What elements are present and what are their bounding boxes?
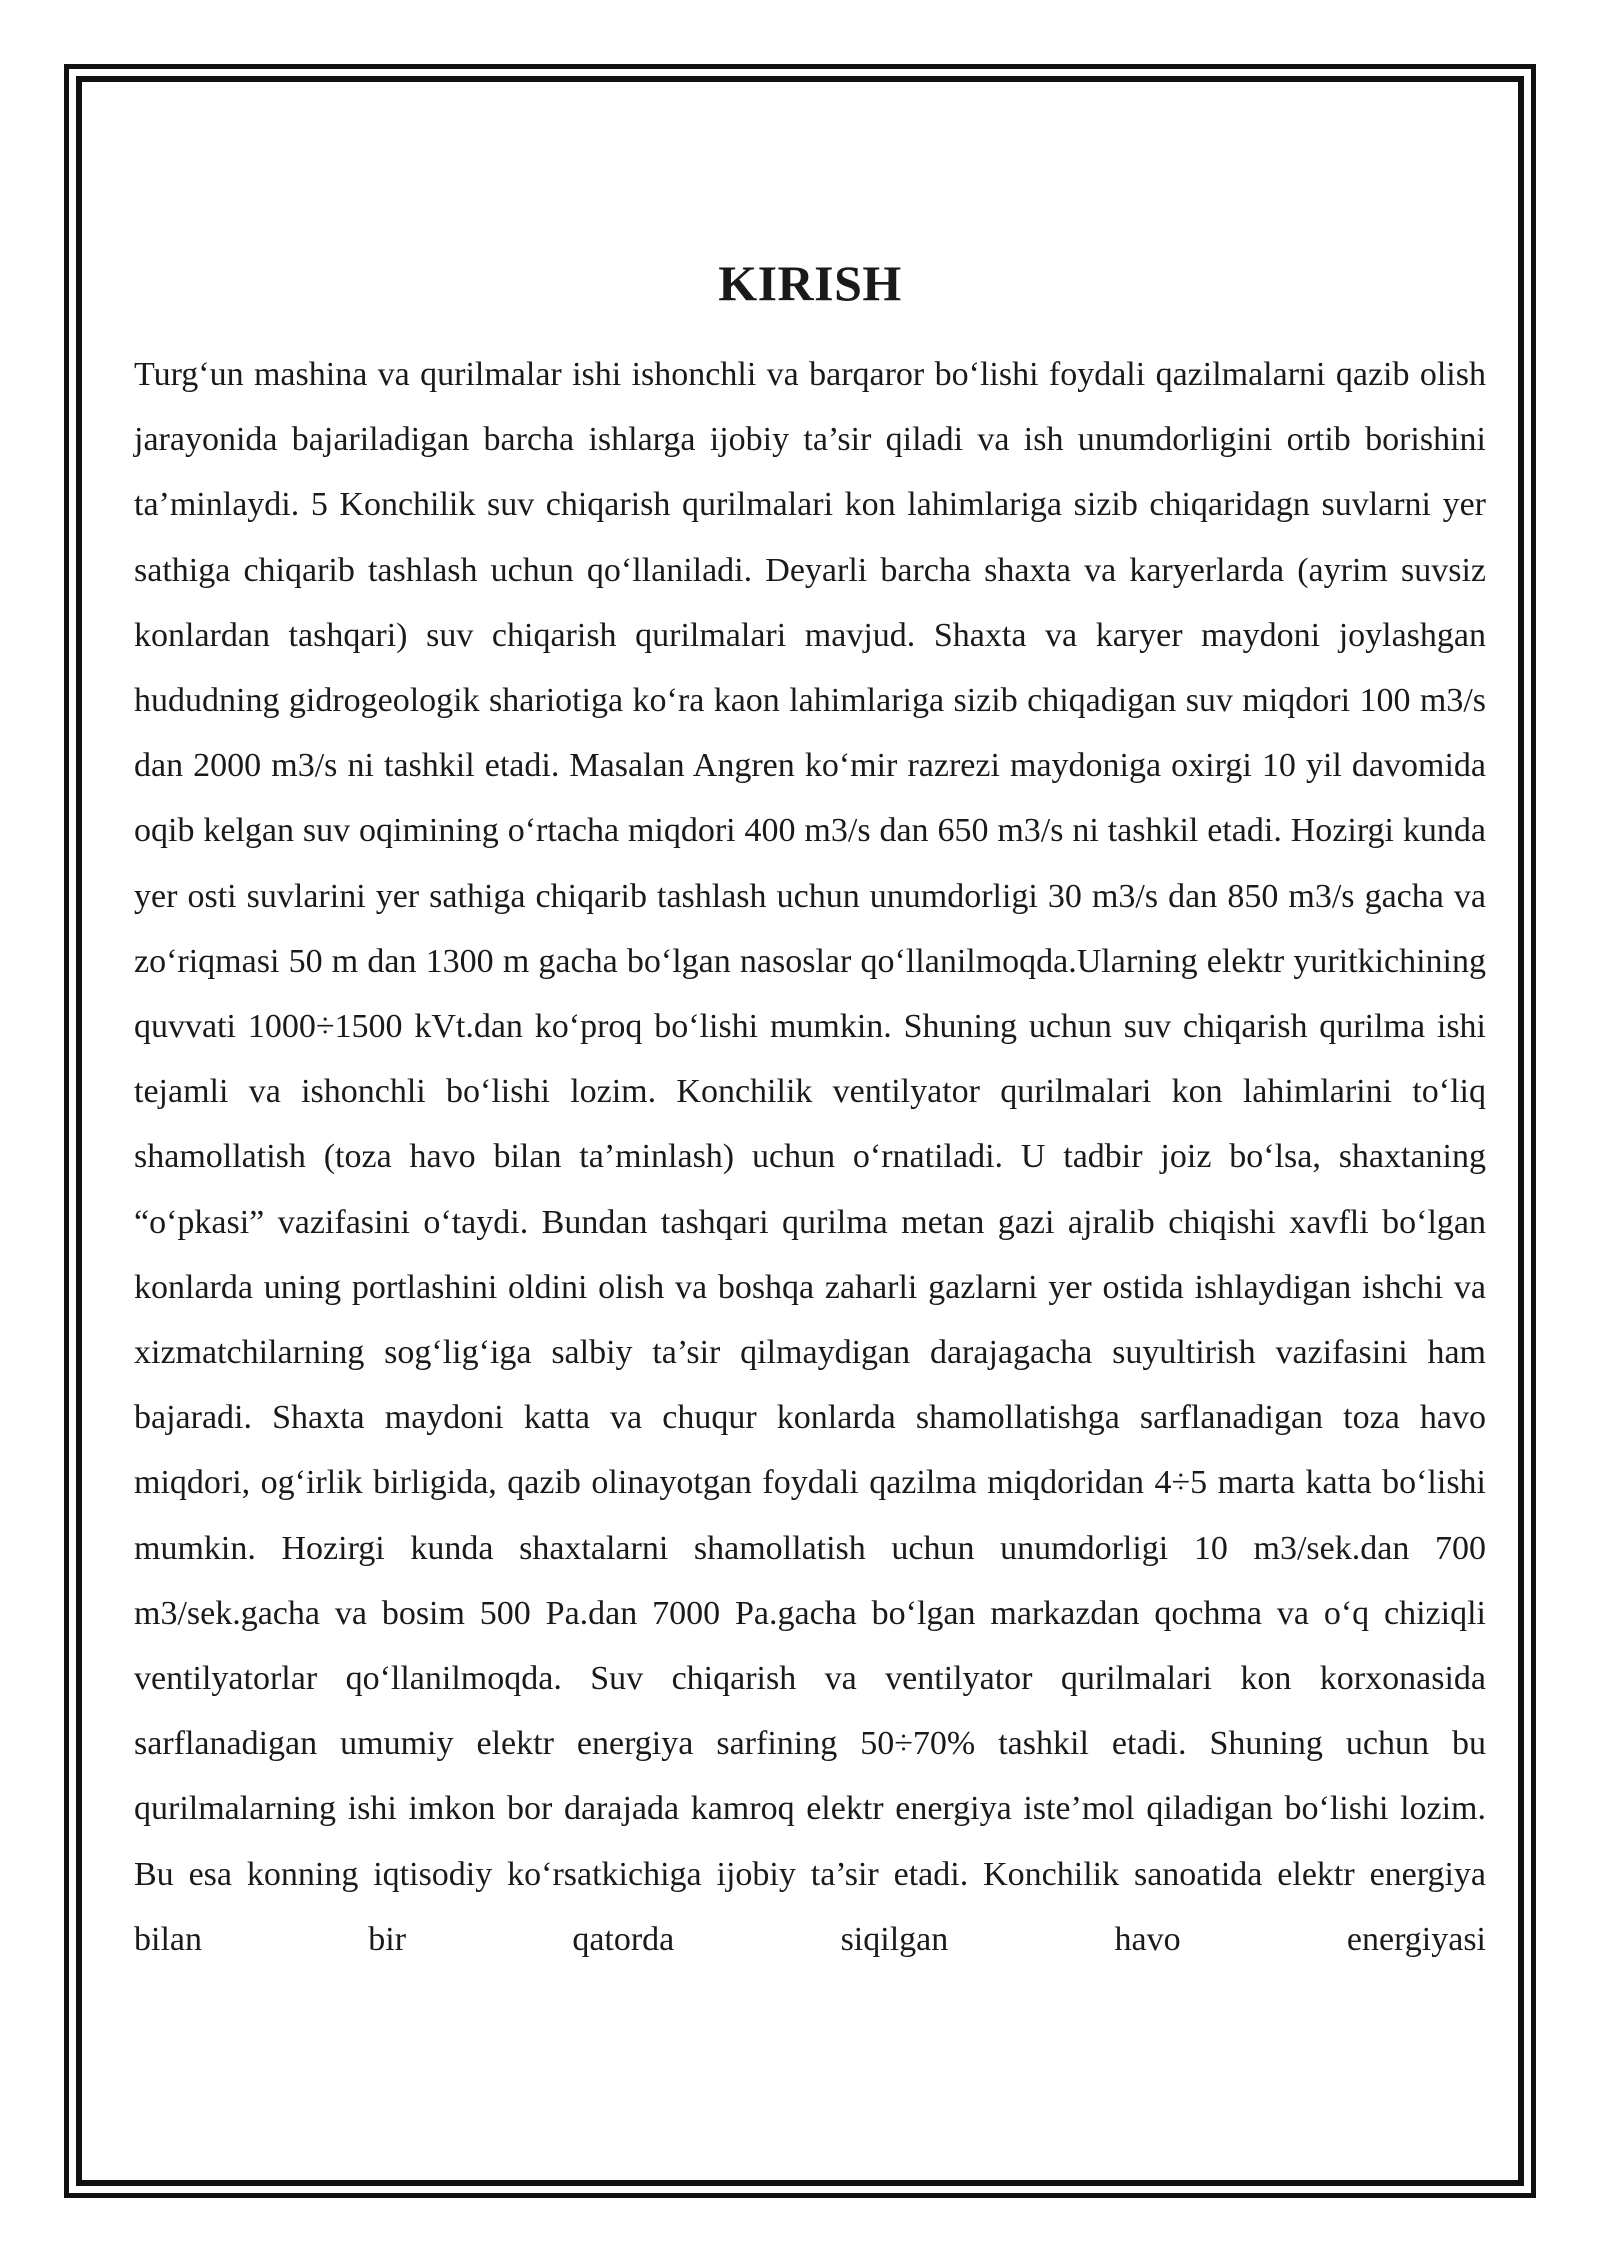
body-paragraph: Turg‘un mashina va qurilmalar ishi ishonchli va barqaror bo‘lishi foydali qazilmalarni qazib olish jarayonida bajariladigan barcha ishlarga ijobiy ta’sir qiladi va ish unumdorligini ortib borishini ta’minlaydi. 5 Konchilik suv chiqarish qurilmalari kon lahimlariga sizib chiqaridagn suvlarni yer sathiga chiqarib tashlash uchun qo‘llaniladi. Deyarli barcha shaxta va karyerlarda (ayrim suvsiz konlardan tashqari) suv chiqarish qurilmalari mavjud. Shaxta va karyer maydoni joylashgan hududning gidrogeologik shariotiga ko‘ra kaon lahimlariga sizib chiqadigan suv miqdori 100 m3/s dan 2000 m3/s ni tashkil etadi. Masalan Angren ko‘mir razrezi maydoniga oxirgi 10 yil davomida oqib kelgan suv oqimining o‘rtacha miqdori 400 m3/s dan 650 m3/s ni tashkil etadi. Hozirgi kunda yer osti suvlarini yer sathiga chiqarib tashlash uchun unumdorligi 30 m3/s dan 850 m3/s gacha va zo‘riqmasi 50 m dan 1300 m gacha bo‘lgan nasoslar qo‘llanilmoqda.Ularning elektr yuritkichining quvvati 1000÷1500 kVt.dan ko‘proq bo‘lishi mumkin. Shuning uchun suv chiqarish qurilma ishi tejamli va ishonchli bo‘lishi lozim. Konchilik ventilyator qurilmalari kon lahimlarini to‘liq shamollatish (toza havo bilan ta’minlash) uchun o‘rnatiladi. U tadbir joiz bo‘lsa, shaxtaning “o‘pkasi” vazifasini o‘taydi. Bundan tashqari qurilma metan gazi ajralib chiqishi xavfli bo‘lgan konlarda uning portlashini oldini olish va boshqa zaharli gazlarni yer ostida ishlaydigan ishchi va xizmatchilarning sog‘lig‘iga salbiy ta’sir qilmaydigan darajagacha suyultirish vazifasini ham bajaradi. Shaxta maydoni katta va chuqur konlarda shamollatishga sarflanadigan toza havo miqdori, og‘irlik birligida, qazib olinayotgan foydali qazilma miqdoridan 4÷5 marta katta bo‘lishi mumkin. Hozirgi kunda shaxtalarni shamollatish uchun unumdorligi 10 m3/sek.dan 700 m3/sek.gacha va bosim 500 Pa.dan 7000 Pa.gacha bo‘lgan markazdan qochma va o‘q chiziqli ventilyatorlar qo‘llanilmoqda. Suv chiqarish va ventilyator qurilmalari kon korxonasida sarflanadigan umumiy elektr energiya sarfining 50÷70% tashkil etadi. Shuning uchun bu qurilmalarning ishi imkon bor darajada kamroq elektr energiya iste’mol qiladigan bo‘lishi lozim. Bu esa konning iqtisodiy ko‘rsatkichiga ijobiy ta’sir etadi. Konchilik sanoatida elektr energiya bilan bir qatorda siqilgan havo energiyasi [134, 356, 1486, 1958]
page-content [134, 238, 1486, 1972]
section-title: KIRISH [718, 255, 902, 311]
